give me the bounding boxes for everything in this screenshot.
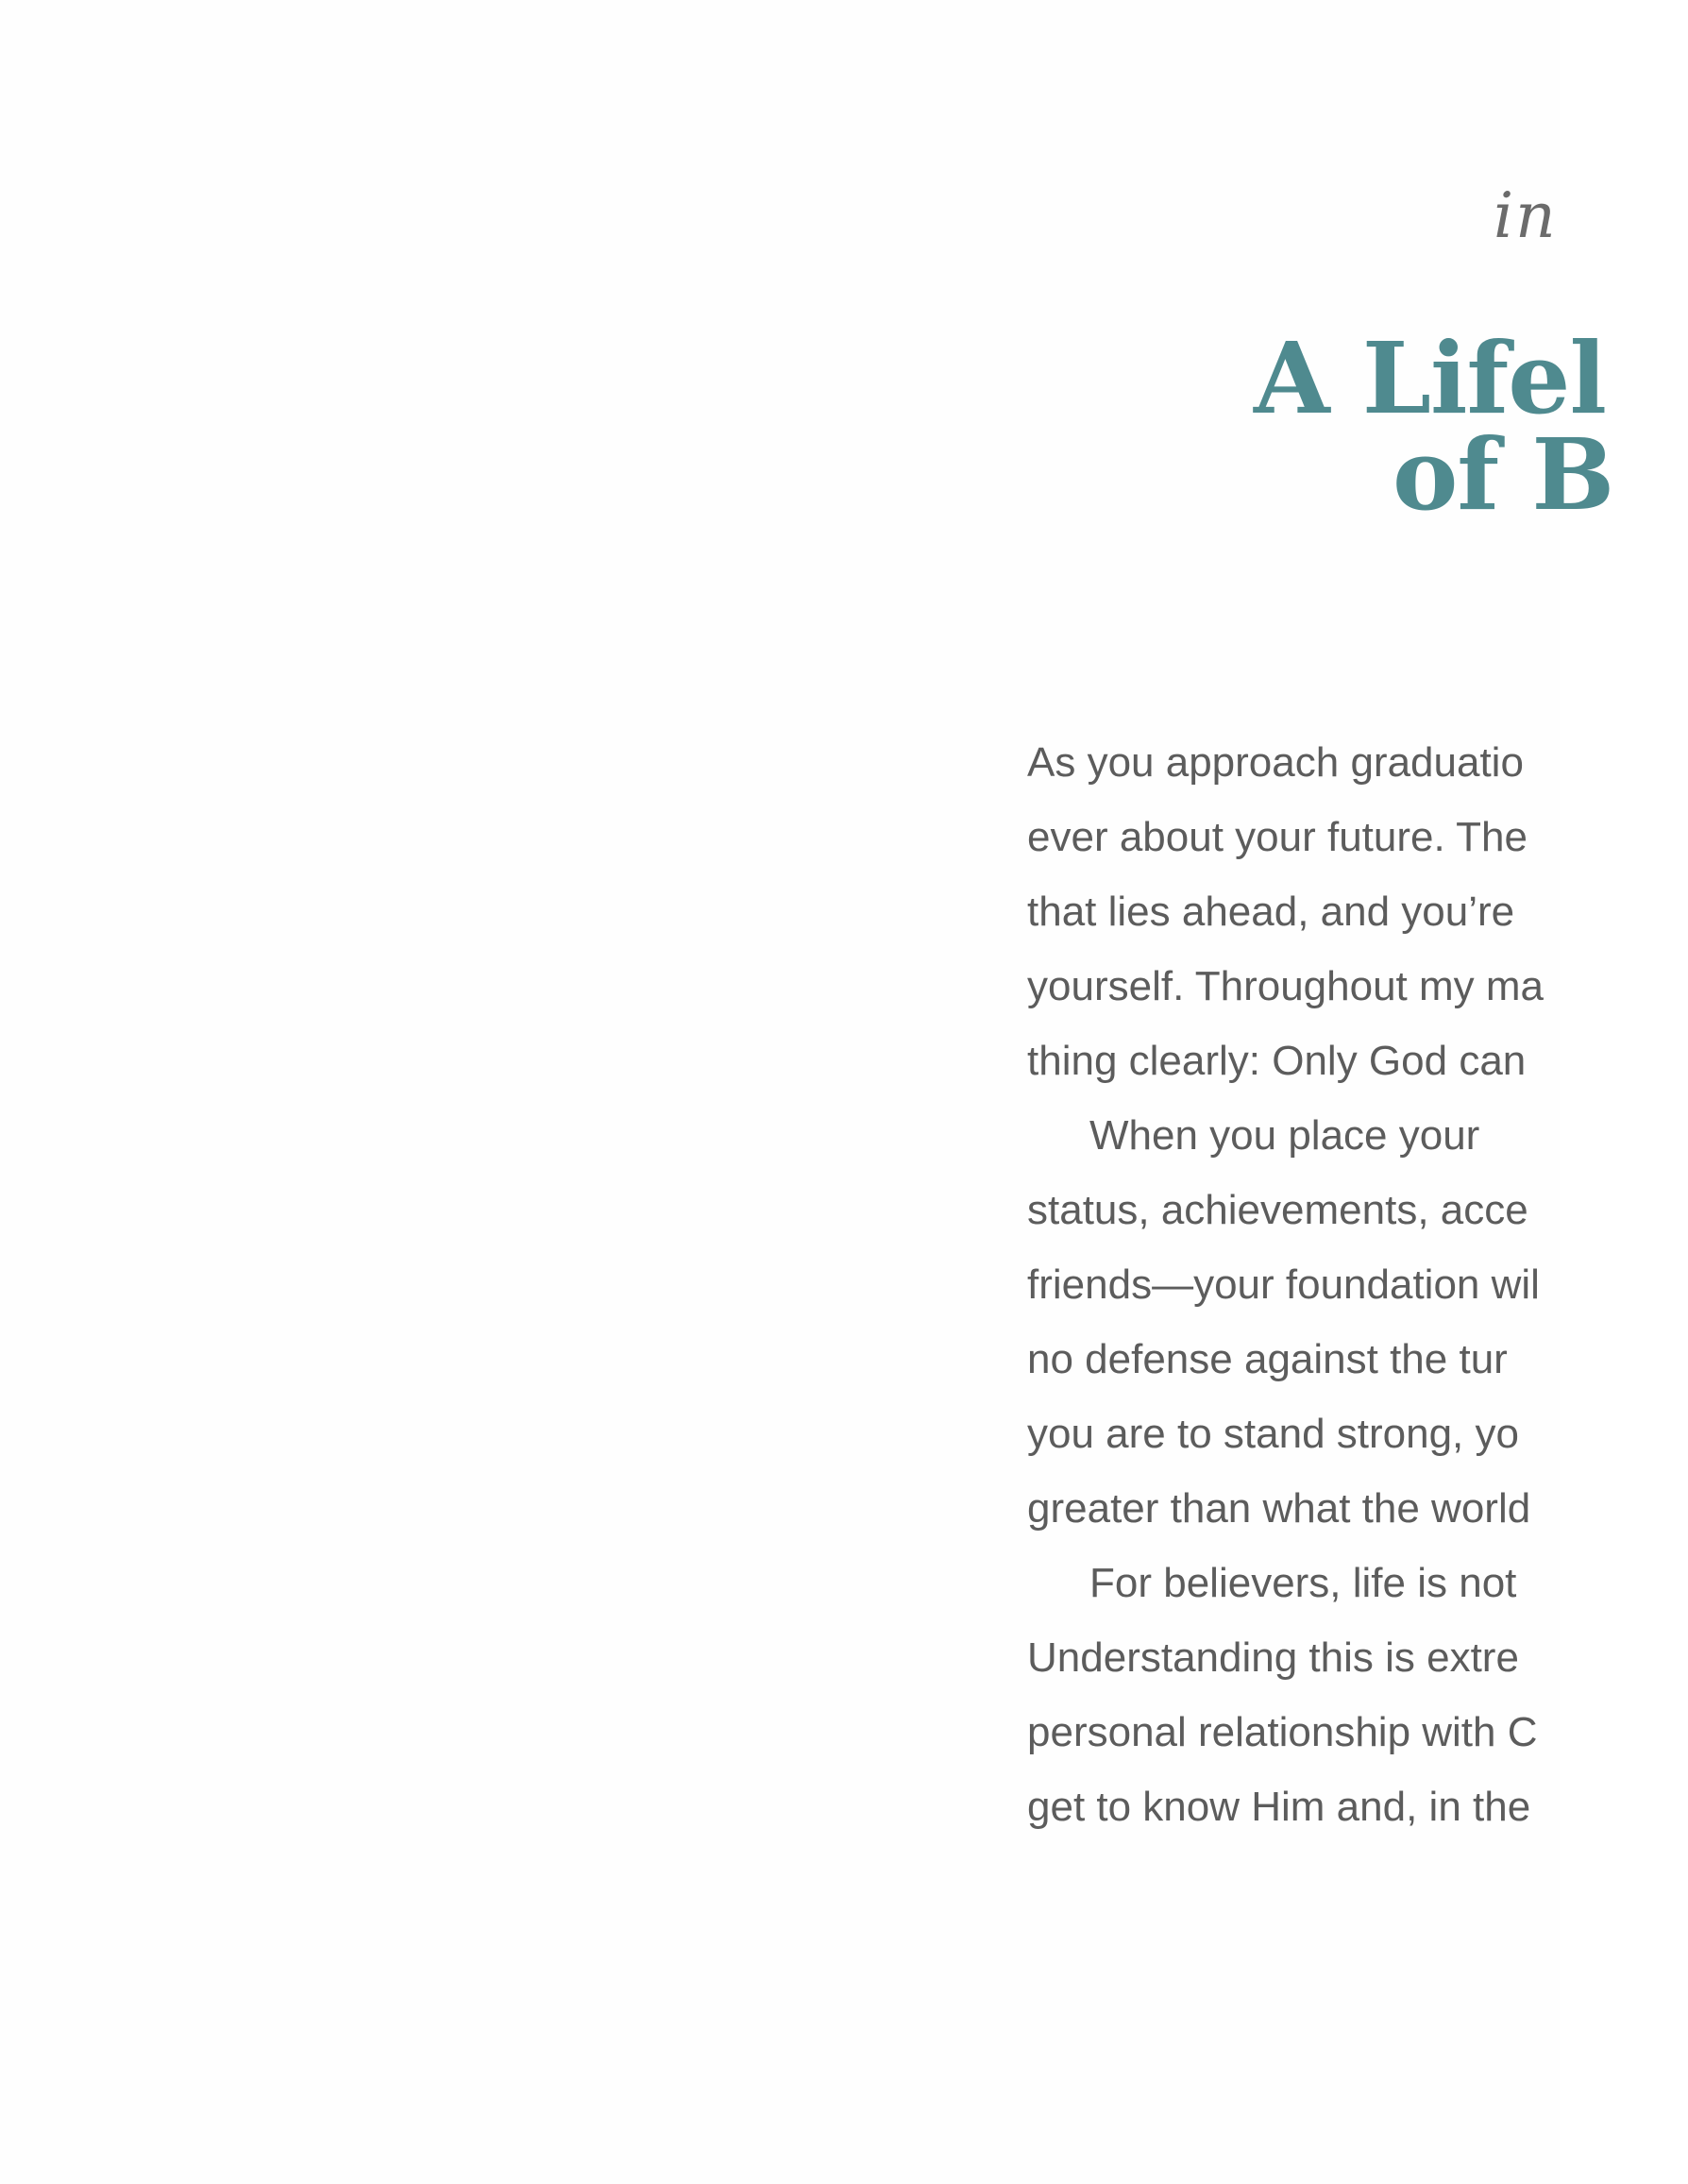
body-line: no defense against the tur xyxy=(1027,1336,1508,1382)
body-line: get to know Him and, in the xyxy=(1027,1784,1531,1830)
chapter-title-line-2: of B xyxy=(1393,416,1614,533)
body-line: Understanding this is extre xyxy=(1027,1634,1519,1681)
body-line: For believers, life is not xyxy=(1089,1560,1517,1606)
body-line: personal relationship with C xyxy=(1027,1709,1538,1755)
chapter-title xyxy=(1254,320,1614,533)
script-heading: in xyxy=(1494,179,1558,252)
body-line: ever about your future. The xyxy=(1027,814,1528,860)
chapter-title-line-1: A Lifel xyxy=(1254,320,1606,436)
body-line: As you approach graduatio xyxy=(1027,739,1524,786)
body-line: you are to stand strong, yo xyxy=(1027,1411,1519,1457)
body-text xyxy=(1027,725,1688,1844)
body-line: status, achievements, acce xyxy=(1027,1187,1528,1233)
body-line: When you place your xyxy=(1089,1112,1480,1159)
body-line: friends—your foundation wil xyxy=(1027,1261,1540,1308)
body-line: thing clearly: Only God can xyxy=(1027,1038,1527,1084)
body-line: that lies ahead, and you’re xyxy=(1027,889,1515,935)
body-line: yourself. Throughout my ma xyxy=(1027,963,1544,1009)
body-line: greater than what the world xyxy=(1027,1485,1531,1532)
